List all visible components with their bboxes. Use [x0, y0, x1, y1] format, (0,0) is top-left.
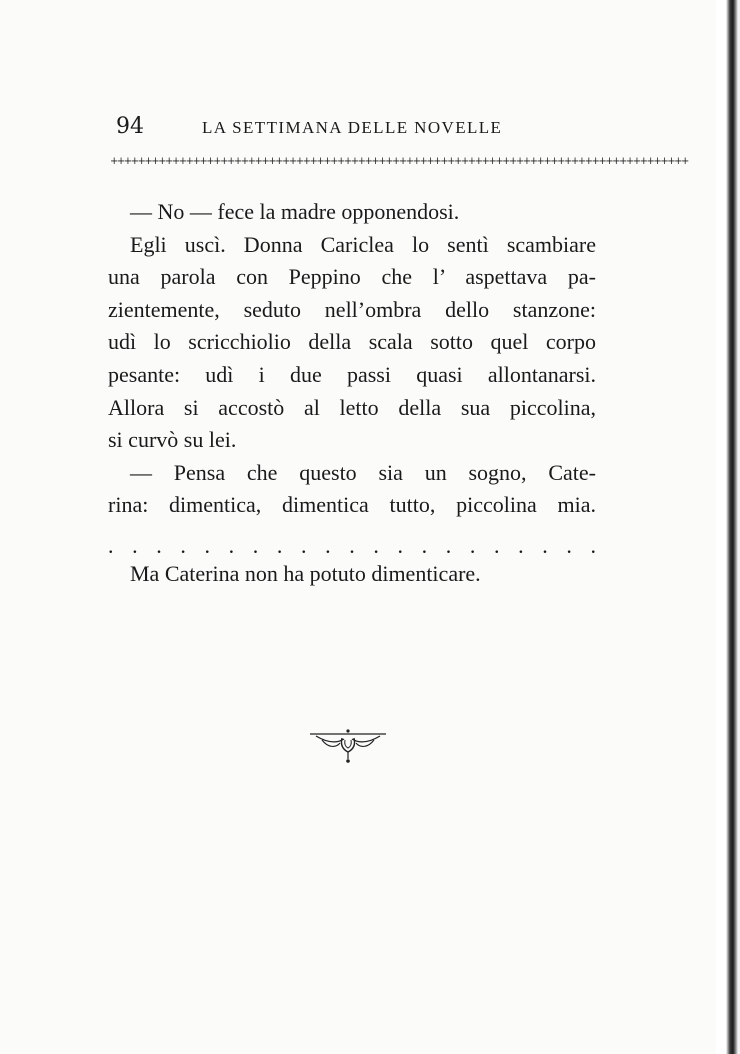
decorative-rule: ++++++++++++++++++++++++++++++++++++++++++++++++++++++++++++++++++++++++++++++++++++	[110, 156, 688, 167]
text-line: — Pensa che questo sia un sogno, Cate-	[130, 459, 596, 485]
fleuron-ornament-icon	[306, 726, 390, 766]
text-line: Egli uscì. Donna Cariclea lo sentì scambiare	[130, 231, 596, 257]
page-number: 94	[116, 114, 144, 139]
text-line: udì lo scricchiolio della scala sotto quel corpo	[108, 329, 596, 355]
text-line: una parola con Peppino che l’ aspettava pa-	[108, 264, 596, 290]
text-line: — No — fece la madre opponendosi.	[130, 199, 460, 224]
ellipsis-row: . . . . . . . . . . . . . . . . . . . . .	[108, 532, 596, 558]
page-edge	[716, 0, 740, 1054]
body-text	[108, 196, 596, 591]
running-title: LA SETTIMANA DELLE NOVELLE	[202, 118, 503, 137]
text-line: rina: dimentica, dimentica tutto, piccolina mia.	[108, 492, 596, 518]
text-line: pesante: udì i due passi quasi allontanarsi.	[108, 361, 596, 387]
text-line: zientemente, seduto nell’ombra dello stanzone:	[108, 296, 596, 322]
text-line: si curvò su lei.	[108, 427, 237, 453]
text-line: Allora si accostò al letto della sua piccolina,	[108, 394, 596, 420]
closing-line: Ma Caterina non ha potuto dimenticare.	[130, 560, 481, 586]
